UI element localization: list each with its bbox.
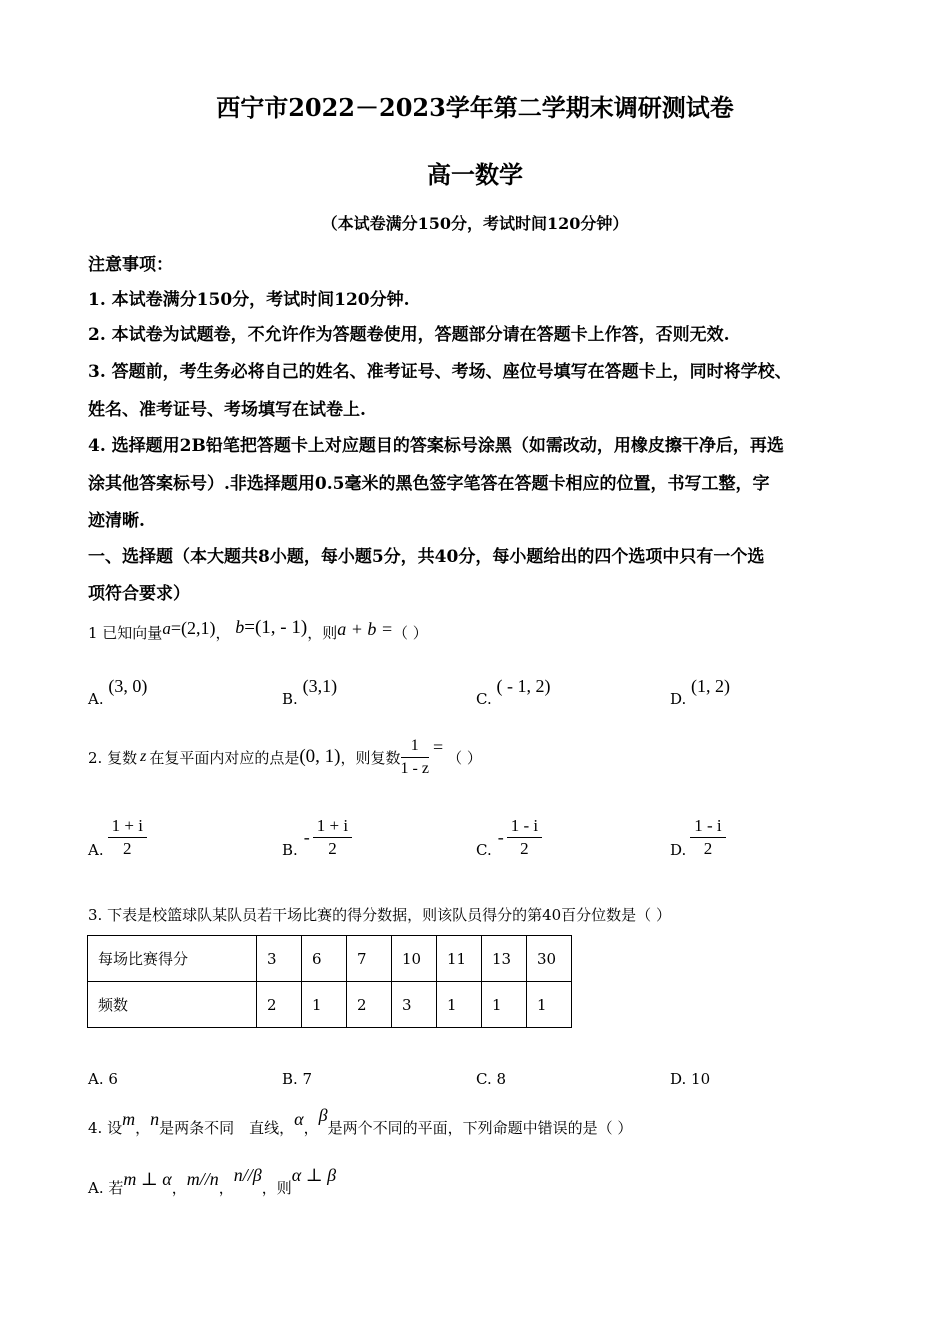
q1-option-c-value: ( - 1, 2) — [496, 676, 551, 696]
q4-var-beta: β — [318, 1105, 328, 1125]
table-cell: 11 — [437, 936, 482, 982]
q1-separator: ， — [215, 624, 231, 642]
q1-option-a-value: (3, 0) — [108, 676, 148, 696]
table-cell: 1 — [527, 982, 572, 1028]
q2-option-a[interactable] — [88, 815, 147, 860]
q2-option-c[interactable] — [476, 815, 542, 860]
q1-vector-a: a — [162, 619, 171, 638]
q2-option-c-num: 1 - i — [507, 815, 542, 838]
table-cell: 1 — [302, 982, 347, 1028]
q4-mid-1: 是两条不同 直线， — [159, 1119, 295, 1137]
q2-option-c-den: 2 — [520, 839, 529, 858]
q2-option-a-num: 1 + i — [108, 815, 147, 838]
q2-prefix: 2. 复数 — [88, 748, 138, 767]
table-cell: 2 — [347, 982, 392, 1028]
q4-comma-1: ， — [135, 1119, 151, 1137]
note-4-line1: 4. 选择题用2B铅笔把答题卡上对应题目的答案标号涂黑（如需改动，用橡皮擦干净后，再选 — [88, 436, 784, 456]
q1-option-d-value: (1, 2) — [691, 676, 731, 696]
table-cell: 7 — [347, 936, 392, 982]
table-row — [88, 982, 572, 1028]
q2-fraction-den: 1 - z — [400, 759, 429, 777]
table-row — [88, 936, 572, 982]
q3-option-c[interactable]: C. 8 — [476, 1070, 507, 1088]
q4-option-a-cond-3: n//β — [233, 1165, 262, 1185]
q1-vector-b-value: =(1, - 1) — [244, 617, 308, 638]
score-table — [87, 935, 572, 1028]
note-1: 1. 本试卷满分150分，考试时间120分钟. — [88, 290, 410, 310]
row-label-frequency: 频数 — [88, 982, 257, 1028]
table-cell: 1 — [437, 982, 482, 1028]
q2-option-d-den: 2 — [703, 839, 713, 858]
q2-option-c-fraction — [507, 815, 542, 860]
q4-var-n: n — [150, 1109, 160, 1129]
q4-option-a-prefix: A. 若 — [88, 1179, 124, 1197]
q2-option-a-fraction — [108, 815, 147, 860]
q4-comma-2: ， — [303, 1119, 319, 1137]
q4-option-a-comma-1: ， — [171, 1179, 187, 1197]
q4-var-alpha: α — [294, 1109, 304, 1129]
q4-option-a[interactable] — [88, 1165, 337, 1198]
note-4-line3: 迹清晰. — [88, 511, 145, 531]
table-cell: 13 — [482, 936, 527, 982]
q3-option-d[interactable]: D. 10 — [670, 1070, 711, 1088]
table-cell: 1 — [482, 982, 527, 1028]
note-3-line2: 姓名、准考证号、考场填写在试卷上. — [88, 400, 366, 420]
section-1-heading: 一、选择题（本大题共8小题，每小题5分，共40分，每小题给出的四个选项中只有一个选 — [88, 547, 765, 567]
q1-option-b[interactable] — [282, 676, 338, 708]
row-label-score: 每场比赛得分 — [88, 936, 257, 982]
q2-option-d-num: 1 - i — [690, 815, 725, 838]
q4-option-a-conclusion: α ⊥ β — [291, 1165, 337, 1185]
q1-option-c-label: C. — [476, 690, 492, 708]
note-4-line2: 涂其他答案标号）.非选择题用0.5毫米的黑色签字笔答在答题卡相应的位置，书写工整，字 — [88, 474, 770, 494]
q4-option-a-cond-1: m ⊥ α — [123, 1169, 172, 1189]
q1-option-c[interactable] — [476, 676, 551, 708]
q3-option-a[interactable]: A. 6 — [88, 1070, 118, 1088]
q2-option-d-fraction — [690, 815, 725, 860]
q1-then: ，则 — [307, 624, 338, 642]
q1-option-b-label: B. — [282, 690, 298, 708]
notes-heading: 注意事项： — [88, 255, 173, 275]
q4-var-m: m — [122, 1109, 136, 1129]
q2-option-c-sign: - — [497, 827, 504, 847]
q1-vector-b: b — [235, 617, 245, 637]
question-4 — [88, 1105, 633, 1138]
table-cell: 3 — [257, 936, 302, 982]
table-cell: 6 — [302, 936, 347, 982]
note-2: 2. 本试卷为试题卷，不允许作为答题卷使用，答题部分请在答题卡上作答，否则无效. — [88, 325, 730, 345]
q4-prefix: 4. 设 — [88, 1119, 123, 1137]
table-cell: 3 — [392, 982, 437, 1028]
q2-option-d[interactable] — [670, 815, 726, 860]
q4-option-a-cond-2: m//n — [186, 1169, 219, 1189]
table-cell: 30 — [527, 936, 572, 982]
q4-option-a-comma-2: ， — [218, 1179, 234, 1197]
q1-option-d-label: D. — [670, 690, 687, 708]
q1-answer-paren: （ ） — [393, 624, 428, 642]
q2-answer-paren: （ ） — [447, 748, 482, 767]
q1-expression: a + b = — [337, 619, 394, 639]
exam-title: 西宁市2022－2023学年第二学期末调研测试卷 — [216, 93, 734, 122]
table-cell: 2 — [257, 982, 302, 1028]
subject-title: 高一数学 — [427, 160, 523, 189]
q2-option-b-fraction — [313, 815, 352, 860]
q2-option-d-label: D. — [670, 840, 687, 859]
q1-option-a-label: A. — [88, 690, 104, 708]
q2-mid: 在复平面内对应的点是 — [149, 748, 300, 767]
q2-fraction — [401, 735, 429, 780]
q2-option-b-sign: - — [303, 827, 310, 847]
q2-option-a-label: A. — [88, 840, 104, 859]
q1-option-d[interactable] — [670, 676, 731, 708]
q2-option-c-label: C. — [476, 840, 492, 859]
note-3-line1: 3. 答题前，考生务必将自己的姓名、准考证号、考场、座位号填写在答题卡上，同时将学校、 — [88, 362, 792, 382]
question-1 — [88, 617, 428, 644]
question-3-stem: 3. 下表是校篮球队某队员若干场比赛的得分数据，则该队员得分的第40百分位数是（ ） — [88, 906, 671, 924]
q3-option-b[interactable]: B. 7 — [282, 1070, 313, 1088]
q2-option-b[interactable] — [282, 815, 352, 860]
q2-option-a-den: 2 — [123, 839, 132, 858]
q1-vector-a-value: =(2,1) — [170, 618, 216, 638]
q2-option-b-num: 1 + i — [313, 815, 352, 838]
q2-then: ，则复数 — [340, 748, 401, 767]
q2-point: (0, 1) — [299, 746, 341, 767]
q2-option-b-den: 2 — [328, 839, 337, 858]
q1-option-a[interactable] — [88, 676, 148, 708]
q4-mid-2: 是两个不同的平面，下列命题中错误的是（ ） — [327, 1119, 633, 1137]
q4-option-a-then: ，则 — [261, 1179, 292, 1197]
q1-option-b-value: (3,1) — [302, 676, 338, 696]
q1-prefix: 1 已知向量 — [88, 624, 163, 642]
question-2 — [88, 732, 482, 782]
q2-option-b-label: B. — [282, 840, 298, 859]
table-cell: 10 — [392, 936, 437, 982]
q2-variable-z: z — [140, 748, 147, 765]
q2-fraction-num: 1 — [401, 735, 429, 758]
section-1-heading-cont: 项符合要求） — [88, 584, 190, 604]
q2-equals: = — [432, 736, 444, 757]
exam-info: （本试卷满分150分，考试时间120分钟） — [321, 214, 629, 233]
